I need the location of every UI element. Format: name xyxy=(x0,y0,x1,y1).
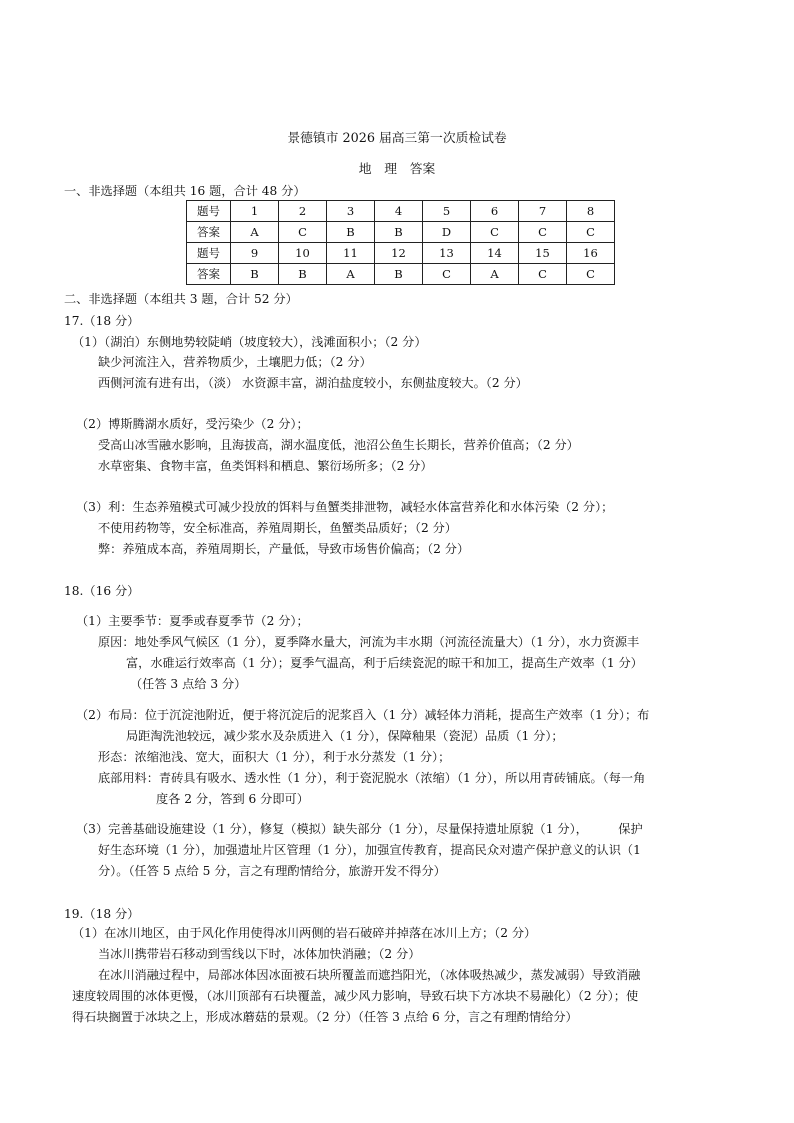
q17-title: 17.（18 分） xyxy=(64,314,140,328)
table-cell: D xyxy=(423,222,471,243)
table-cell: B xyxy=(375,264,423,285)
answer-line: 水草密集、食物丰富，鱼类饵料和栖息、繁衍场所多；（2 分） xyxy=(98,459,433,473)
table-cell: 5 xyxy=(423,201,471,222)
answer-line: 分）。（任答 5 点给 5 分，言之有理酌情给分，旅游开发不得分） xyxy=(98,864,446,878)
subject-line: 地 理 答案 xyxy=(358,162,436,177)
answer-line: 当冰川携带岩石移动到雪线以下时，冰体加快消融；（2 分） xyxy=(98,947,421,961)
answer-line: （任答 3 点给 3 分） xyxy=(130,677,247,691)
table-cell: C xyxy=(519,264,567,285)
table-cell: 16 xyxy=(567,243,615,264)
table-row xyxy=(187,222,615,243)
table-cell: A xyxy=(231,222,279,243)
table-cell: C xyxy=(567,222,615,243)
answer-line: 度各 2 分，答到 6 分即可） xyxy=(156,792,309,806)
answer-line: （1）主要季节：夏季或春夏季节（2 分）； xyxy=(76,614,309,628)
table-cell: C xyxy=(423,264,471,285)
table-cell: C xyxy=(471,222,519,243)
answer-line: （1）在冰川地区，由于风化作用使得冰川两侧的岩石破碎并掉落在冰川上方；（2 分） xyxy=(72,926,537,940)
table-cell: 15 xyxy=(519,243,567,264)
q19-title: 19.（18 分） xyxy=(64,907,140,921)
table-cell: 6 xyxy=(471,201,519,222)
answer-line: 好生态环境（1 分），加强遗址片区管理（1 分），加强宣传教育，提高民众对遗产保护意义的认识（1 xyxy=(98,843,641,857)
table-cell: 9 xyxy=(231,243,279,264)
answer-line: （2）博斯腾湖水质好，受污染少（2 分）； xyxy=(76,417,309,431)
table-cell: A xyxy=(327,264,375,285)
answer-line: （1）（湖泊）东侧地势较陡峭（坡度较大），浅滩面积小；（2 分） xyxy=(72,335,427,349)
table-cell: 11 xyxy=(327,243,375,264)
answer-line: 原因：地处季风气候区（1 分），夏季降水量大，河流为丰水期（河流径流量大）（1 分），水力资源丰 xyxy=(98,635,640,649)
table-cell: C xyxy=(279,222,327,243)
answer-line: 局距淘洗池较远，减少浆水及杂质进入（1 分），保障釉果（瓷泥）品质（1 分）； xyxy=(126,729,564,743)
answer-line: 受高山冰雪融水影响，且海拔高，湖水温度低，池沼公鱼生长期长，营养价值高；（2 分） xyxy=(98,438,579,452)
table-row-label: 题号 xyxy=(187,201,231,222)
answer-line: 速度较周围的冰体更慢，（冰川顶部有石块覆盖，减少风力影响，导致石块下方冰块不易融化）（2 分）；使 xyxy=(72,989,639,1003)
table-row xyxy=(187,243,615,264)
answer-line: 在冰川消融过程中，局部冰体因冰面被石块所覆盖而遮挡阳光，（冰体吸热减少，蒸发减弱）导致消融 xyxy=(98,968,641,982)
table-cell: C xyxy=(567,264,615,285)
table-cell: B xyxy=(231,264,279,285)
table-cell: 7 xyxy=(519,201,567,222)
answer-line: 底部用料：青砖具有吸水、透水性（1 分），利于瓷泥脱水（浓缩）（1 分），所以用青砖铺底。（每一角 xyxy=(98,771,646,785)
table-row xyxy=(187,201,615,222)
table-cell: B xyxy=(327,222,375,243)
answer-line: （3）完善基础设施建设（1 分），修复（模拟）缺失部分（1 分），尽量保持遗址原貌（1 分）， 保护 xyxy=(76,822,643,836)
answer-line: 富，水碓运行效率高（1 分）；夏季气温高，利于后续瓷泥的晾干和加工，提高生产效率（1 分） xyxy=(126,656,643,670)
table-row-label: 题号 xyxy=(187,243,231,264)
table-cell: A xyxy=(471,264,519,285)
answer-line: 得石块搁置于冰块之上，形成冰蘑菇的景观。（2 分）（任答 3 点给 6 分，言之有理酌情给分） xyxy=(72,1010,578,1024)
table-cell: 4 xyxy=(375,201,423,222)
table-cell: 3 xyxy=(327,201,375,222)
answer-line: 缺少河流注入，营养物质少，土壤肥力低；（2 分） xyxy=(98,355,372,369)
table-cell: 8 xyxy=(567,201,615,222)
table-cell: 2 xyxy=(279,201,327,222)
q18-title: 18.（16 分） xyxy=(64,584,140,598)
table-row xyxy=(187,264,615,285)
section1-heading: 一、非选择题（本组共 16 题，合计 48 分） xyxy=(64,184,306,198)
table-cell: 14 xyxy=(471,243,519,264)
table-cell: B xyxy=(375,222,423,243)
answer-line: （3）利：生态养殖模式可减少投放的饵料与鱼蟹类排泄物，减轻水体富营养化和水体污染（2 分）； xyxy=(76,500,614,514)
answer-line: 不使用药物等，安全标准高，养殖周期长，鱼蟹类品质好；（2 分） xyxy=(98,521,457,535)
table-row-label: 答案 xyxy=(187,264,231,285)
answer-line: 形态：浓缩池浅、宽大，面积大（1 分），利于水分蒸发（1 分）； xyxy=(98,750,451,764)
table-cell: B xyxy=(279,264,327,285)
table-cell: C xyxy=(519,222,567,243)
answer-line: （2）布局：位于沉淀池附近，便于将沉淀后的泥浆舀入（1 分）减轻体力消耗，提高生产效率（1 分）；布 xyxy=(76,708,650,722)
answer-line: 西侧河流有进有出，（淡） 水资源丰富，湖泊盐度较小，东侧盐度较大。（2 分） xyxy=(98,376,528,390)
section2-heading: 二、非选择题（本组共 3 题，合计 52 分） xyxy=(64,292,298,306)
table-cell: 12 xyxy=(375,243,423,264)
exam-title: 景德镇市 2026 届高三第一次质检试卷 xyxy=(287,131,507,146)
answer-table xyxy=(186,200,615,285)
table-row-label: 答案 xyxy=(187,222,231,243)
table-cell: 13 xyxy=(423,243,471,264)
table-cell: 1 xyxy=(231,201,279,222)
table-cell: 10 xyxy=(279,243,327,264)
answer-line: 弊：养殖成本高，养殖周期长，产量低，导致市场售价偏高；（2 分） xyxy=(98,542,470,556)
